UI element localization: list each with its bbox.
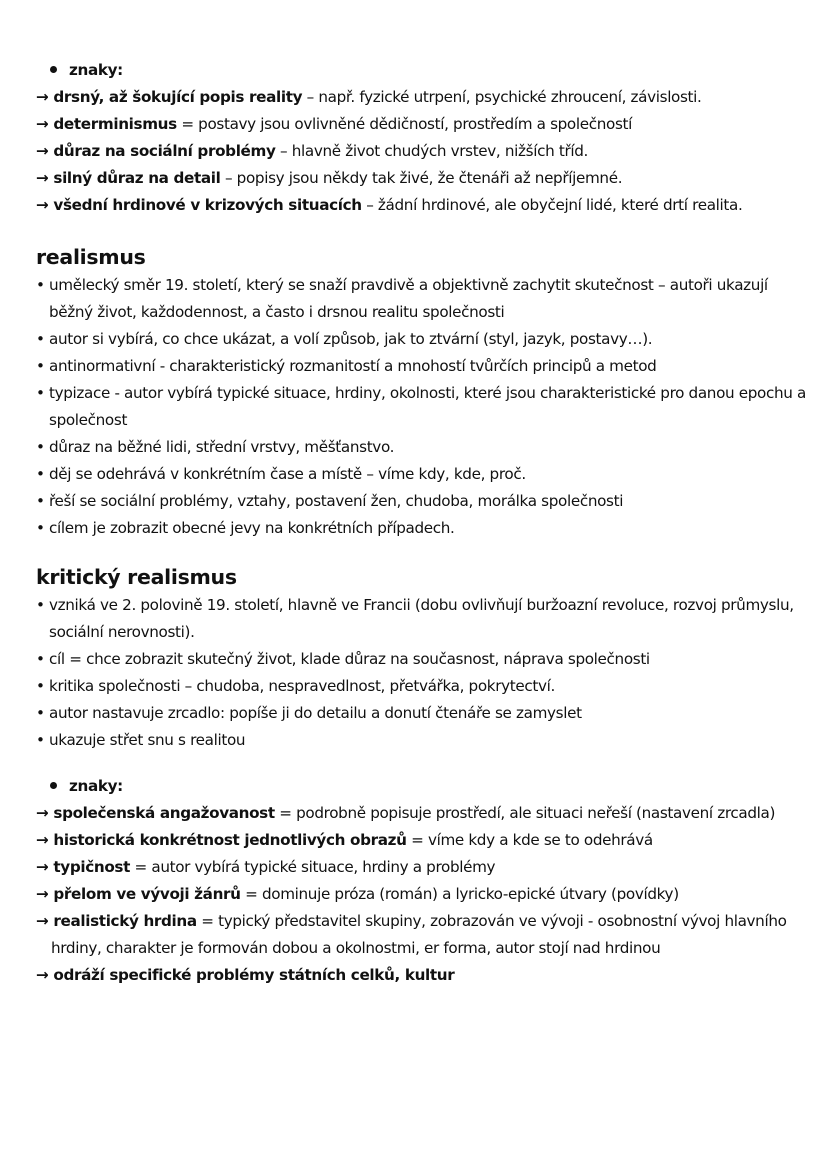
feature-text: – popisy jsou někdy tak živé, že čtenáři až nepříjemné. — [220, 169, 623, 187]
feature-term: společenská angažovanost — [53, 804, 275, 822]
arrow-icon: → — [36, 169, 49, 187]
feature-item — [36, 881, 808, 908]
bullet-icon: • — [36, 704, 45, 722]
bullet-icon: • — [36, 677, 45, 695]
bullet-icon: • — [36, 465, 45, 483]
feature-term: historická konkrétnost jednotlivých obrazů — [53, 831, 407, 849]
feature-text: = dominuje próza (román) a lyricko-epické útvary (povídky) — [240, 885, 679, 903]
list-item — [36, 326, 808, 353]
bullet-icon: • — [36, 330, 45, 348]
feature-text: – žádní hrdinové, ale obyčejní lidé, které drtí realita. — [361, 196, 743, 214]
list-item — [36, 272, 808, 326]
arrow-icon: → — [36, 966, 49, 984]
features-label-line — [36, 57, 808, 84]
arrow-icon: → — [36, 88, 49, 106]
list-item — [36, 673, 808, 700]
feature-text: = typický představitel skupiny, zobrazován ve vývoji - osobnostní vývoj hlavního hrdiny, charakter je formován dobou a okolnostmi, er forma, autor stojí nad hrdinou — [51, 912, 787, 957]
feature-item — [36, 827, 808, 854]
feature-text: = autor vybírá typické situace, hrdiny a problémy — [130, 858, 496, 876]
bullet-icon: • — [36, 384, 45, 402]
feature-term: důraz na sociální problémy — [53, 142, 276, 160]
list-item-text: kritika společnosti – chudoba, nespravedlnost, přetvářka, pokrytectví. — [49, 677, 555, 695]
list-item-text: řeší se sociální problémy, vztahy, postavení žen, chudoba, morálka společnosti — [49, 492, 624, 510]
critical-realism-section — [36, 562, 808, 754]
list-item — [36, 646, 808, 673]
bullet-dot-icon — [50, 782, 57, 789]
list-item — [36, 488, 808, 515]
list-item-text: cílem je zobrazit obecné jevy na konkrétních případech. — [49, 519, 455, 537]
bullet-dot-icon — [50, 66, 57, 73]
arrow-icon: → — [36, 804, 49, 822]
feature-item — [36, 962, 808, 989]
bullet-icon: • — [36, 650, 45, 668]
feature-item — [36, 854, 808, 881]
feature-term: přelom ve vývoji žánrů — [53, 885, 241, 903]
features-label: znaky: — [69, 61, 123, 79]
list-item — [36, 515, 808, 542]
bullet-icon: • — [36, 276, 45, 294]
feature-term: silný důraz na detail — [53, 169, 221, 187]
feature-text: = podrobně popisuje prostředí, ale situaci neřeší (nastavení zrcadla) — [274, 804, 776, 822]
list-item-text: typizace - autor vybírá typické situace, hrdiny, okolnosti, které jsou charakteristické pro danou epochu a společnost — [49, 384, 806, 429]
feature-item — [36, 165, 808, 192]
bullet-icon: • — [36, 357, 45, 375]
feature-text: = víme kdy a kde se to odehrává — [406, 831, 653, 849]
feature-text: – hlavně život chudých vrstev, nižších tříd. — [275, 142, 588, 160]
feature-text: – např. fyzické utrpení, psychické zhroucení, závislosti. — [302, 88, 702, 106]
list-item — [36, 353, 808, 380]
feature-term: determinismus — [53, 115, 177, 133]
bullet-icon: • — [36, 492, 45, 510]
feature-text: = postavy jsou ovlivněné dědičností, prostředím a společností — [176, 115, 632, 133]
arrow-icon: → — [36, 196, 49, 214]
feature-item — [36, 908, 808, 962]
feature-term: všední hrdinové v krizových situacích — [53, 196, 362, 214]
list-item — [36, 727, 808, 754]
feature-item — [36, 800, 808, 827]
list-item — [36, 461, 808, 488]
features-label-line — [36, 773, 808, 800]
list-item-text: vzniká ve 2. polovině 19. století, hlavně ve Francii (dobu ovlivňují buržoazní revoluce, rozvoj průmyslu, sociální nerovnosti). — [49, 596, 794, 641]
feature-term: drsný, až šokující popis reality — [53, 88, 303, 106]
list-item-text: autor si vybírá, co chce ukázat, a volí způsob, jak to ztvární (styl, jazyk, postavy…). — [49, 330, 653, 348]
arrow-icon: → — [36, 115, 49, 133]
feature-item — [36, 84, 808, 111]
list-item-text: děj se odehrává v konkrétním čase a místě – víme kdy, kde, proč. — [49, 465, 526, 483]
naturalism-features — [36, 57, 808, 219]
bullet-icon: • — [36, 519, 45, 537]
list-item-text: ukazuje střet snu s realitou — [49, 731, 246, 749]
list-item-text: antinormativní - charakteristický rozmanitostí a mnohostí tvůrčích principů a metod — [49, 357, 657, 375]
bullet-icon: • — [36, 438, 45, 456]
feature-term: typičnost — [53, 858, 131, 876]
arrow-icon: → — [36, 885, 49, 903]
arrow-icon: → — [36, 831, 49, 849]
feature-item — [36, 138, 808, 165]
arrow-icon: → — [36, 142, 49, 160]
critical-realism-features — [36, 773, 808, 989]
arrow-icon: → — [36, 858, 49, 876]
feature-item — [36, 192, 808, 219]
bullet-icon: • — [36, 731, 45, 749]
list-item — [36, 380, 808, 434]
realism-heading: realismus — [36, 245, 146, 269]
list-item-text: cíl = chce zobrazit skutečný život, klade důraz na současnost, náprava společnosti — [49, 650, 650, 668]
list-item-text: autor nastavuje zrcadlo: popíše ji do detailu a donutí čtenáře se zamyslet — [49, 704, 582, 722]
features-label: znaky: — [69, 777, 123, 795]
list-item-text: umělecký směr 19. století, který se snaží pravdivě a objektivně zachytit skutečnost – autoři ukazují běžný život, každodennost, a často i drsnou realitu společnosti — [49, 276, 768, 321]
feature-item — [36, 111, 808, 138]
list-item — [36, 434, 808, 461]
feature-term: realistický hrdina — [53, 912, 197, 930]
list-item — [36, 592, 808, 646]
bullet-icon: • — [36, 596, 45, 614]
list-item — [36, 700, 808, 727]
arrow-icon: → — [36, 912, 49, 930]
list-item-text: důraz na běžné lidi, střední vrstvy, měšťanstvo. — [49, 438, 395, 456]
critical-realism-heading: kritický realismus — [36, 565, 237, 589]
feature-term: odráží specifické problémy státních celků, kultur — [53, 966, 455, 984]
realism-section — [36, 242, 808, 542]
